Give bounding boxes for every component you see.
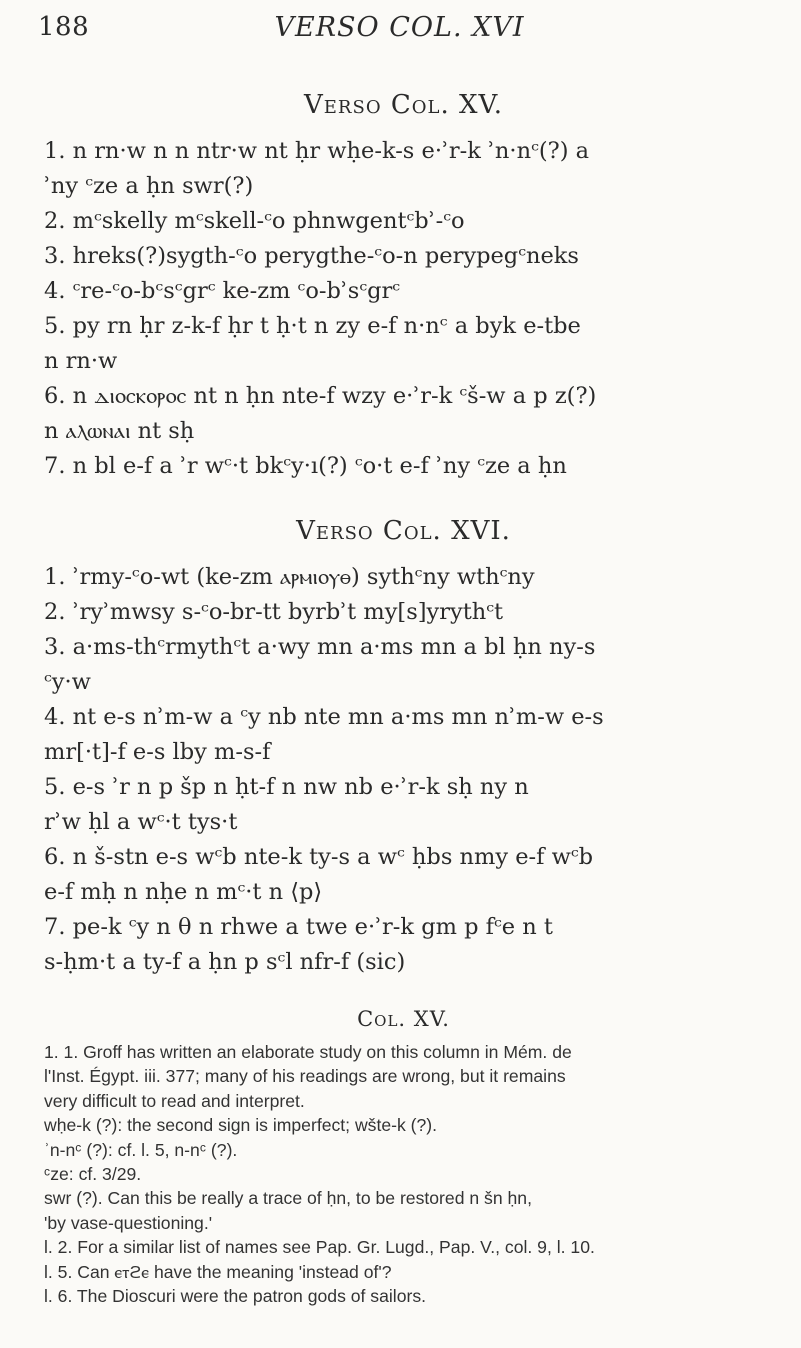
verse-line: n rn·w: [44, 348, 118, 374]
note-line: l. 5. Can ⲉⲧϩⲉ have the meaning 'instead of'?: [44, 1261, 392, 1282]
note-line: l. 2. For a similar list of names see Pap. Gr. Lugd., Pap. V., col. 9, l. 10.: [44, 1237, 595, 1258]
note-line: 'by vase-questioning.': [44, 1212, 213, 1233]
note-line: ʾn-nᶜ (?): cf. l. 5, n-nᶜ (?).: [44, 1139, 238, 1160]
verse-line: 3. hreks(?)sygth-ᶜo perygthe-ᶜo-n perypegᶜneks: [44, 243, 579, 269]
note-line: ᶜze: cf. 3/29.: [44, 1164, 142, 1185]
verse-line: mr[·t]-f e-s lby m-s-f: [44, 739, 271, 765]
note-line: wḥe-k (?): the second sign is imperfect; wšte-k (?).: [44, 1115, 438, 1136]
verse-line: 4. nt e-s nʾm-w a ᶜy nb nte mn a·ms mn nʾm-w e-s: [44, 704, 604, 730]
running-title: VERSO COL. XVI: [274, 12, 525, 43]
verse-line: 7. pe-k ᶜy n θ n rhwe a twe e·ʾr-k gm p fᶜe n t: [44, 914, 553, 940]
verse-line: 1. ʾrmy-ᶜo-wt (ke-zm ⲁⲣⲙⲓⲟⲩⲑ) sythᶜny wthᶜny: [44, 564, 535, 590]
section-heading-col-xv: Verso Col. XV.: [304, 90, 503, 120]
verse-line: 3. a·ms-thᶜrmythᶜt a·wy mn a·ms mn a bl ḥn ny-s: [44, 634, 596, 660]
verse-line: 2. mᶜskelly mᶜskell-ᶜo phnwgentᶜbʾ-ᶜo: [44, 208, 465, 234]
main-text: [44, 88, 763, 980]
verse-line: e-f mḥ n nḥe n mᶜ·t n ⟨p⟩: [44, 879, 323, 905]
verse-line: s-ḥm·t a ty-f a ḥn p sᶜl nfr-f (sic): [44, 949, 406, 975]
verse-line: 7. n bl e-f a ʾr wᶜ·t bkᶜy·ı(?) ᶜo·t e-f ʾny ᶜze a ḥn: [44, 453, 567, 479]
verse-line: 5. e-s ʾr n p šp n ḥt-f n nw nb e·ʾr-k sḥ ny n: [44, 774, 529, 800]
verse-line: ᶜy·w: [44, 669, 91, 695]
note-line: very difficult to read and interpret.: [44, 1090, 305, 1111]
notes-heading: Col. XV.: [357, 1007, 450, 1031]
verse-line: rʾw ḥl a wᶜ·t tys·t: [44, 809, 238, 835]
verse-line: 6. n ⲇⲓⲟⲥⲕⲟⲣⲟⲥ nt n ḥn nte-f wzy e·ʾr-k ᶜš-w a p z(?): [44, 383, 597, 409]
verse-line: n ⲁⲗⲱⲛⲁⲓ nt sḥ: [44, 418, 195, 444]
verse-line: 6. n š-stn e-s wᶜb nte-k ty-s a wᶜ ḥbs nmy e-f wᶜb: [44, 844, 594, 870]
footnotes: [44, 1004, 763, 1308]
note-line: l. 6. The Dioscuri were the patron gods of sailors.: [44, 1286, 427, 1307]
verse-line: ʾny ᶜze a ḥn swr(?): [44, 173, 254, 199]
note-line: swr (?). Can this be really a trace of ḥn, to be restored n šn ḥn,: [44, 1188, 532, 1209]
verse-line: 4. ᶜre-ᶜo-bᶜsᶜgrᶜ ke-zm ᶜo-bʾsᶜgrᶜ: [44, 278, 401, 304]
verse-line: 1. n rn·w n n ntr·w nt ḥr wḥe-k-s e·ʾr-k ʾn·nᶜ(?) a: [44, 138, 590, 164]
section-heading-col-xvi: Verso Col. XVI.: [296, 516, 511, 546]
note-line: l'Inst. Égypt. iii. 377; many of his readings are wrong, but it remains: [44, 1066, 566, 1087]
note-line: 1. 1. Groff has written an elaborate study on this column in Mém. de: [44, 1042, 572, 1062]
verse-line: 2. ʾryʾmwsy s-ᶜo-br-tt byrbʾt my[s]yrythᶜt: [44, 599, 504, 625]
verse-line: 5. py rn ḥr z-k-f ḥr t ḥ·t n zy e-f n·nᶜ a byk e-tbe: [44, 313, 581, 339]
page-number: 188: [38, 12, 90, 42]
running-head: [38, 8, 761, 52]
